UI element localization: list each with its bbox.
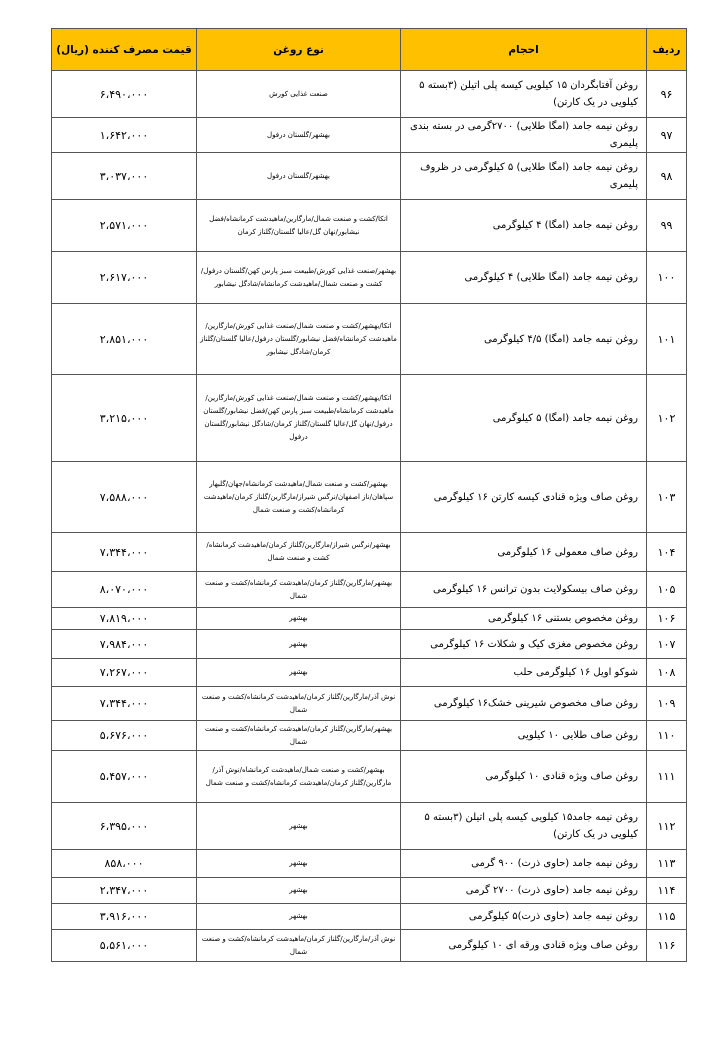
consumer-price: ۷،۳۴۴،۰۰۰ — [52, 533, 197, 572]
volume-description: روغن نیمه جامد (امگا طلایی) ۴ کیلوگرمی — [401, 252, 647, 304]
header-consumer-price: قیمت مصرف کننده (ریال) — [52, 29, 197, 71]
row-number: ۹۷ — [647, 118, 687, 153]
header-volume: احجام — [401, 29, 647, 71]
oil-type: اتکا/کشت و صنعت شمال/مارگارین/ماهیدشت کرمانشاه/فضل نیشابور/نهان گل/عالیا گلستان/گلناز کرمان — [197, 200, 401, 252]
volume-description: روغن نیمه جامد (حاوی ذرت)۵ کیلوگرمی — [401, 904, 647, 930]
row-number: ۱۱۳ — [647, 850, 687, 878]
row-number: ۹۸ — [647, 153, 687, 200]
row-number: ۱۱۴ — [647, 878, 687, 904]
volume-description: روغن صاف معمولی ۱۶ کیلوگرمی — [401, 533, 647, 572]
table-row — [52, 200, 687, 252]
oil-type: بهشهر/مارگارین/گلناز کرمان/ماهیدشت کرمانشاه/کشت و صنعت شمال — [197, 721, 401, 751]
table-row — [52, 533, 687, 572]
table-row — [52, 721, 687, 751]
oil-type: بهشهر/مارگارین/گلناز کرمان/ماهیدشت کرمانشاه/کشت و صنعت شمال — [197, 572, 401, 608]
consumer-price: ۷،۸۱۹،۰۰۰ — [52, 608, 197, 630]
row-number: ۱۰۶ — [647, 608, 687, 630]
oil-type: بهشهر/گلستان درفول — [197, 118, 401, 153]
row-number: ۱۰۰ — [647, 252, 687, 304]
consumer-price: ۱،۶۴۲،۰۰۰ — [52, 118, 197, 153]
consumer-price: ۵،۶۷۶،۰۰۰ — [52, 721, 197, 751]
price-table — [51, 28, 687, 962]
row-number: ۱۰۹ — [647, 687, 687, 721]
table-row — [52, 462, 687, 533]
header-row-number: ردیف — [647, 29, 687, 71]
consumer-price: ۲،۳۴۷،۰۰۰ — [52, 878, 197, 904]
table-row — [52, 304, 687, 375]
volume-description: روغن صاف بیسکولایت بدون ترانس ۱۶ کیلوگرمی — [401, 572, 647, 608]
row-number: ۱۱۵ — [647, 904, 687, 930]
oil-type: بهشهر/گلستان درفول — [197, 153, 401, 200]
table-row — [52, 659, 687, 687]
consumer-price: ۲،۶۱۷،۰۰۰ — [52, 252, 197, 304]
table-row — [52, 904, 687, 930]
row-number: ۱۱۱ — [647, 751, 687, 803]
volume-description: شوکو اویل ۱۶ کیلوگرمی حلب — [401, 659, 647, 687]
table-row — [52, 608, 687, 630]
oil-type: نوش آذر/مارگارین/گلناز کرمان/ماهیدشت کرمانشاه/کشت و صنعت شمال — [197, 930, 401, 962]
volume-description: روغن نیمه جامد (امگا) ۴ کیلوگرمی — [401, 200, 647, 252]
table-row — [52, 850, 687, 878]
volume-description: روغن مخصوص بستنی ۱۶ کیلوگرمی — [401, 608, 647, 630]
table-row — [52, 803, 687, 850]
consumer-price: ۷،۵۸۸،۰۰۰ — [52, 462, 197, 533]
volume-description: روغن نیمه جامد (امگا طلایی) ۲۷۰۰گرمی در بسته بندی پلیمری — [401, 118, 647, 153]
consumer-price: ۲،۸۵۱،۰۰۰ — [52, 304, 197, 375]
row-number: ۱۱۰ — [647, 721, 687, 751]
volume-description: روغن مخصوص مغزی کیک و شکلات ۱۶ کیلوگرمی — [401, 630, 647, 659]
volume-description: روغن صاف ویژه قنادی کیسه کارتن ۱۶ کیلوگرمی — [401, 462, 647, 533]
consumer-price: ۷،۳۴۴،۰۰۰ — [52, 687, 197, 721]
volume-description: روغن نیمه جامد (امگا) ۵ کیلوگرمی — [401, 375, 647, 462]
table-row — [52, 878, 687, 904]
row-number: ۹۹ — [647, 200, 687, 252]
row-number: ۱۰۸ — [647, 659, 687, 687]
consumer-price: ۳،۰۳۷،۰۰۰ — [52, 153, 197, 200]
consumer-price: ۶،۳۹۵،۰۰۰ — [52, 803, 197, 850]
volume-description: روغن صاف ویژه قنادی ۱۰ کیلوگرمی — [401, 751, 647, 803]
table-row — [52, 930, 687, 962]
volume-description: روغن نیمه جامد۱۵ کیلویی کیسه پلی اتیلن (۳بسته ۵ کیلویی در یک کارتن) — [401, 803, 647, 850]
oil-type: نوش آذر/مارگارین/گلناز کرمان/ماهیدشت کرمانشاه/کشت و صنعت شمال — [197, 687, 401, 721]
oil-type: بهشهر/کشت و صنعت شمال/ماهیدشت کرمانشاه/جهان/گلبهار سپاهان/ناز اصفهان/نرگس شیراز/مارگارین/گلناز کرمان/ماهیدشت کرمانشاه/کشت و صنعت شمال — [197, 462, 401, 533]
oil-type: بهشهر/کشت و صنعت شمال/ماهیدشت کرمانشاه/نوش آذر/مارگارین/گلناز کرمان/ماهیدشت کرمانشاه/کشت و صنعت شمال — [197, 751, 401, 803]
volume-description: روغن نیمه جامد (امگا) ۴/۵ کیلوگرمی — [401, 304, 647, 375]
consumer-price: ۸۵۸،۰۰۰ — [52, 850, 197, 878]
oil-type: بهشهر — [197, 904, 401, 930]
consumer-price: ۶،۴۹۰،۰۰۰ — [52, 71, 197, 118]
oil-type: اتکا/بهشهر/کشت و صنعت شمال/صنعت غذایی کورش/مارگارین/ماهیدشت کرمانشاه/فضل نیشابور/گلستان درفول/عالیا گلستان/گلناز کرمان/شادگل نیشابور — [197, 304, 401, 375]
table-row — [52, 375, 687, 462]
row-number: ۱۰۳ — [647, 462, 687, 533]
volume-description: روغن نیمه جامد (امگا طلایی) ۵ کیلوگرمی در ظروف پلیمری — [401, 153, 647, 200]
oil-type: بهشهر — [197, 608, 401, 630]
oil-type: صنعت غذایی کورش — [197, 71, 401, 118]
row-number: ۱۰۱ — [647, 304, 687, 375]
oil-type: بهشهر — [197, 878, 401, 904]
header-oil-type: نوع روغن — [197, 29, 401, 71]
row-number: ۹۶ — [647, 71, 687, 118]
table-header-row — [52, 29, 687, 71]
oil-type: بهشهر — [197, 850, 401, 878]
consumer-price: ۵،۴۵۷،۰۰۰ — [52, 751, 197, 803]
volume-description: روغن صاف مخصوص شیرینی خشک۱۶ کیلوگرمی — [401, 687, 647, 721]
oil-type: بهشهر/صنعت غذایی کورش/طبیعت سبز پارس کهن/گلستان درفول/کشت و صنعت شمال/ماهیدشت کرمانشاه/شادگل نیشابور — [197, 252, 401, 304]
consumer-price: ۲،۵۷۱،۰۰۰ — [52, 200, 197, 252]
table-row — [52, 118, 687, 153]
table-row — [52, 572, 687, 608]
consumer-price: ۳،۲۱۵،۰۰۰ — [52, 375, 197, 462]
row-number: ۱۰۴ — [647, 533, 687, 572]
row-number: ۱۰۵ — [647, 572, 687, 608]
table-row — [52, 153, 687, 200]
row-number: ۱۱۲ — [647, 803, 687, 850]
consumer-price: ۵،۵۶۱،۰۰۰ — [52, 930, 197, 962]
consumer-price: ۷،۲۶۷،۰۰۰ — [52, 659, 197, 687]
table-row — [52, 71, 687, 118]
table-row — [52, 252, 687, 304]
oil-type: بهشهر/نرگس شیراز/مارگارین/گلناز کرمان/ماهیدشت کرمانشاه/کشت و صنعت شمال — [197, 533, 401, 572]
table-row — [52, 630, 687, 659]
oil-type: بهشهر — [197, 803, 401, 850]
row-number: ۱۱۶ — [647, 930, 687, 962]
row-number: ۱۰۷ — [647, 630, 687, 659]
table-row — [52, 751, 687, 803]
volume-description: روغن صاف ویژه قنادی ورقه ای ۱۰ کیلوگرمی — [401, 930, 647, 962]
volume-description: روغن صاف طلایی ۱۰ کیلویی — [401, 721, 647, 751]
oil-type: بهشهر — [197, 630, 401, 659]
volume-description: روغن آفتابگردان ۱۵ کیلویی کیسه پلی اتیلن (۳بسته ۵ کیلویی در یک کارتن) — [401, 71, 647, 118]
consumer-price: ۸،۰۷۰،۰۰۰ — [52, 572, 197, 608]
consumer-price: ۳،۹۱۶،۰۰۰ — [52, 904, 197, 930]
oil-type: بهشهر — [197, 659, 401, 687]
volume-description: روغن نیمه جامد (حاوی ذرت) ۹۰۰ گرمی — [401, 850, 647, 878]
table-row — [52, 687, 687, 721]
consumer-price: ۷،۹۸۴،۰۰۰ — [52, 630, 197, 659]
oil-type: اتکا/بهشهر/کشت و صنعت شمال/صنعت غذایی کورش/مارگارین/ماهیدشت کرمانشاه/طبیعت سبز پارس کهن/فضل نیشابور/گلستان درفول/نهان گل/عالیا گلستان/گلناز کرمان/شادگل نیشابور/گلستان درفول — [197, 375, 401, 462]
row-number: ۱۰۲ — [647, 375, 687, 462]
volume-description: روغن نیمه جامد (حاوی ذرت) ۲۷۰۰ گرمی — [401, 878, 647, 904]
